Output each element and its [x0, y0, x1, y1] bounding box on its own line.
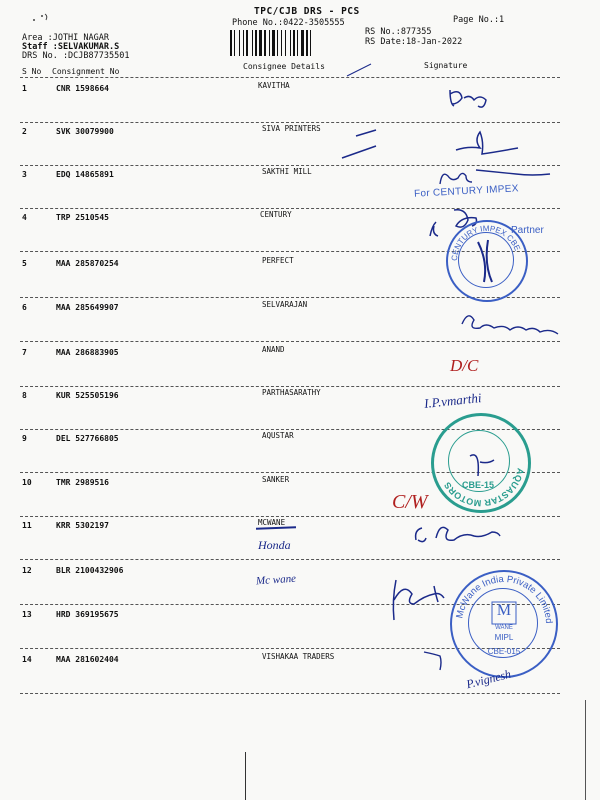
- consignee-name: SELVARAJAN: [262, 300, 308, 309]
- stray-stroke: [345, 60, 375, 80]
- row-number: 4: [22, 213, 27, 222]
- row-number: 3: [22, 170, 27, 179]
- signature-row6: [458, 306, 578, 336]
- rs-date: RS Date:18-Jan-2022: [365, 37, 463, 47]
- col-signature: Signature: [424, 61, 468, 70]
- signature-row14-mark: [420, 648, 460, 672]
- aquastar-stamp: [431, 413, 531, 513]
- row-number: 11: [22, 521, 32, 530]
- document-title: TPC/CJB DRS - PCS: [254, 6, 360, 17]
- signature-row1: [446, 86, 496, 110]
- consignee-name: PARTHASARATHY: [262, 388, 321, 397]
- consignee-name: PERFECT: [262, 256, 294, 265]
- signature-row11: [410, 510, 510, 554]
- consignee-name: SANKER: [262, 475, 290, 484]
- aquastar-stamp-name: AQUASTAR MOTORS: [442, 467, 526, 509]
- mcwane-sub2: MIPL: [494, 633, 514, 642]
- barcode: [230, 30, 352, 56]
- row-separator: [20, 693, 560, 694]
- signature-row2: [336, 128, 526, 168]
- note-row12: Mc wane: [255, 572, 297, 588]
- mcwane-logo: M: [496, 602, 512, 619]
- consignment-number: MAA 285870254: [56, 259, 119, 268]
- row-number: 14: [22, 655, 32, 664]
- consignee-name: MCWANE: [258, 518, 286, 527]
- row-separator: [20, 341, 560, 342]
- row-number: 12: [22, 566, 32, 575]
- col-consignee: Consignee Details: [243, 62, 325, 71]
- consignment-number: CNR 1598664: [56, 84, 109, 93]
- consignment-number: BLR 2100432906: [56, 566, 124, 575]
- consignee-name: CENTURY: [260, 210, 292, 219]
- consignment-number: MAA 285649907: [56, 303, 119, 312]
- row-number: 8: [22, 391, 27, 400]
- strike-row11: [256, 526, 296, 529]
- consignment-number: TRP 2510545: [56, 213, 109, 222]
- row-number: 9: [22, 434, 27, 443]
- partner-label: Partner: [511, 225, 544, 236]
- consignment-number: SVK 30079900: [56, 127, 114, 136]
- speck-marks: [30, 10, 60, 26]
- mcwane-sub1: WANE: [495, 625, 513, 631]
- drs-number: DRS No. :DCJB87735501: [22, 51, 130, 61]
- phone-number: Phone No.:0422-3505555: [232, 18, 345, 28]
- consignment-number: KUR 525505196: [56, 391, 119, 400]
- col-consignment: Consignment No: [52, 67, 120, 76]
- staff-field: Staff :SELVAKUMAR.S: [22, 42, 120, 52]
- stamp-text-century: For CENTURY IMPEX: [413, 183, 519, 200]
- bottom-line-left: [245, 752, 246, 800]
- consignee-name: ANAND: [262, 345, 285, 354]
- row-number: 6: [22, 303, 27, 312]
- row-number: 5: [22, 259, 27, 268]
- bottom-line-right: [585, 700, 586, 800]
- consignee-name: SIVA PRINTERS: [262, 124, 321, 133]
- consignment-number: DEL 527766805: [56, 434, 119, 443]
- row-separator: [20, 122, 560, 123]
- rs-number: RS No.:877355: [365, 27, 432, 37]
- mcwane-stamp-name: McWane India Private Limited: [454, 573, 555, 624]
- century-stamp-text: CENTURY IMPEX CBE: [449, 223, 522, 262]
- consignment-number: EDQ 14865891: [56, 170, 114, 179]
- consignment-number: MAA 286883905: [56, 348, 119, 357]
- note-row7: D/C: [450, 356, 479, 375]
- signature-row8: I.P.vmarthi: [423, 390, 483, 411]
- replacement-row11: Honda: [258, 538, 291, 552]
- row-number: 13: [22, 610, 32, 619]
- header-separator: [20, 77, 560, 78]
- century-stamp: [446, 220, 528, 302]
- page-number: Page No.:1: [453, 15, 505, 25]
- row-separator: [20, 559, 560, 560]
- signature-row14: P.vignesh: [464, 666, 513, 692]
- row-separator: [20, 386, 560, 387]
- mcwane-city: CBE-015: [487, 647, 521, 656]
- row-number: 2: [22, 127, 27, 136]
- aquastar-stamp-city: CBE-15: [461, 480, 494, 490]
- mcwane-stamp: [450, 570, 558, 678]
- row-number: 7: [22, 348, 27, 357]
- consignee-name: VISHAKAA TRADERS: [262, 652, 335, 661]
- row-number: 1: [22, 84, 27, 93]
- consignment-number: MAA 281602404: [56, 655, 119, 664]
- consignment-number: KRR 5302197: [56, 521, 109, 530]
- consignment-number: TMR 2989516: [56, 478, 109, 487]
- consignee-name: SAKTHI MILL: [262, 167, 312, 176]
- note-row10: C/W: [392, 491, 428, 513]
- consignment-number: HRD 369195675: [56, 610, 119, 619]
- col-sno: S No: [22, 67, 42, 76]
- consignee-name: AQUSTAR: [262, 431, 294, 440]
- consignee-name: KAVITHA: [258, 81, 290, 90]
- area-field: Area :JOTHI NAGAR: [22, 33, 109, 43]
- row-number: 10: [22, 478, 32, 487]
